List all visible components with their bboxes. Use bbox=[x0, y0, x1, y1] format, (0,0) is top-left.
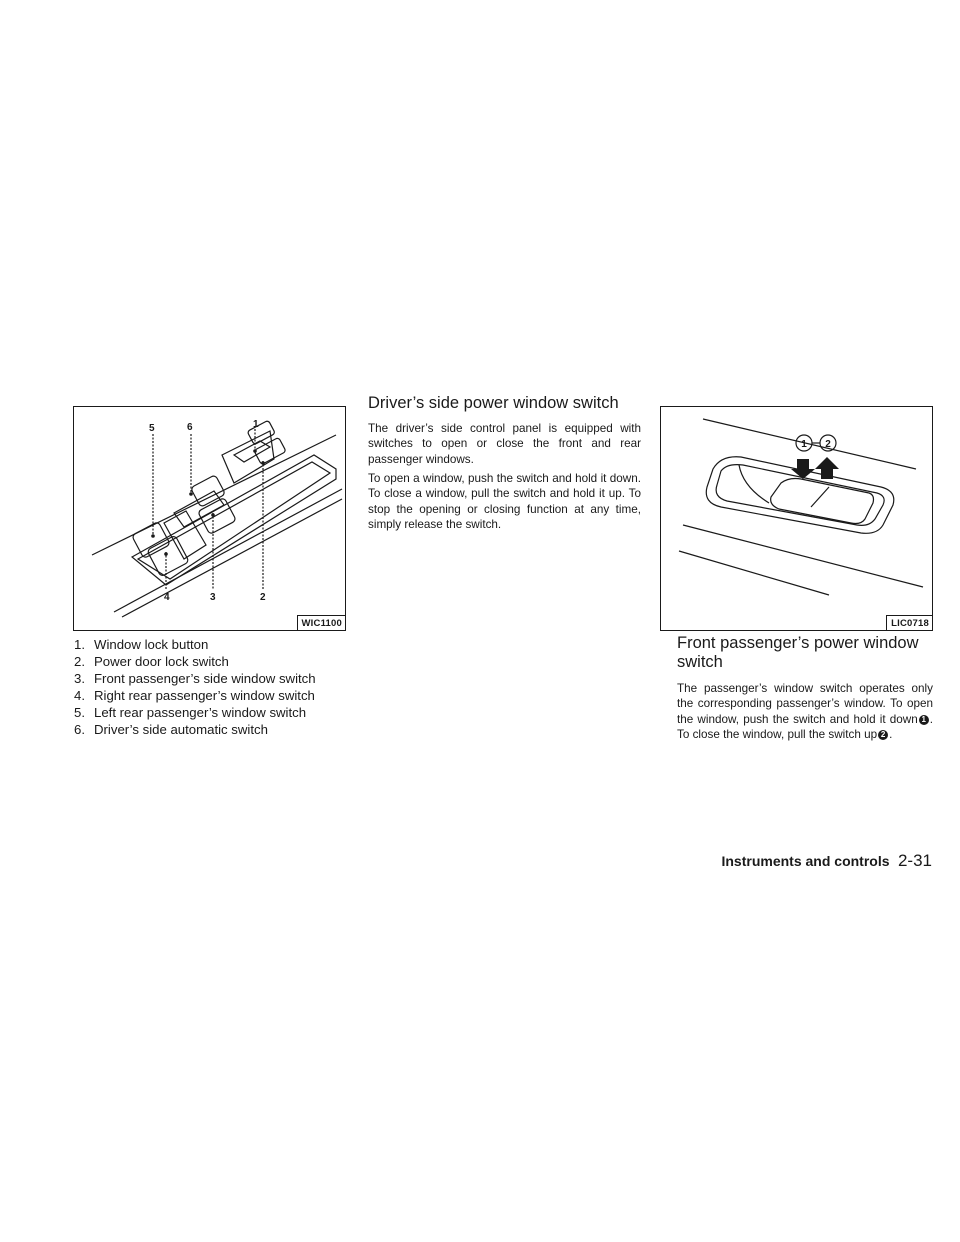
front-passenger-paragraph: The passenger’s window switch operates only the corresponding passenger’s window. To open the window, push the switch and hold it down 1 . To close the window, pull the switch up 2 . bbox=[677, 682, 933, 741]
figure-code: LIC0718 bbox=[886, 615, 932, 630]
callout-1: 1 bbox=[253, 419, 259, 430]
legend-item: 6. Driver’s side automatic switch bbox=[74, 722, 268, 737]
legend-item: 4. Right rear passenger’s window switch bbox=[74, 688, 315, 703]
callout-4: 4 bbox=[164, 592, 170, 603]
figure-code: WIC1100 bbox=[297, 615, 345, 630]
callout-1: 1 bbox=[801, 439, 807, 450]
driver-paragraph-2: To open a window, push the switch and hold it down. To close a window, pull the switch and hold it up. To stop the opening or closing function at any time, simply release the switch. bbox=[368, 472, 641, 531]
callout-6: 6 bbox=[187, 422, 193, 433]
window-switch-panel-illustration bbox=[74, 407, 344, 629]
callout-2: 2 bbox=[260, 592, 266, 603]
legend-item: 5. Left rear passenger’s window switch bbox=[74, 705, 307, 720]
legend-item: 3. Front passenger’s side window switch bbox=[74, 671, 316, 686]
section-heading-driver: Driver’s side power window switch bbox=[368, 394, 619, 412]
passenger-switch-illustration bbox=[661, 407, 931, 629]
window-switch-panel-figure bbox=[73, 406, 346, 631]
ref-1-icon: 1 bbox=[919, 715, 929, 725]
driver-paragraph-1: The driver’s side control panel is equipped with switches to open or close the front and rear passenger windows. bbox=[368, 422, 641, 466]
callout-3: 3 bbox=[210, 592, 216, 603]
callout-2: 2 bbox=[825, 439, 831, 450]
legend-item: 1. Window lock button bbox=[74, 637, 209, 652]
ref-2-icon: 2 bbox=[878, 730, 888, 740]
figure-legend bbox=[74, 636, 354, 738]
page-number: 2-31 bbox=[897, 851, 932, 870]
legend-item: 2. Power door lock switch bbox=[74, 654, 229, 669]
callout-5: 5 bbox=[149, 423, 155, 434]
passenger-switch-figure bbox=[660, 406, 933, 631]
page-footer bbox=[721, 851, 932, 871]
footer-section-title: Instruments and controls bbox=[721, 853, 890, 869]
section-heading-front-passenger: Front passenger’s power window switch bbox=[677, 634, 919, 671]
